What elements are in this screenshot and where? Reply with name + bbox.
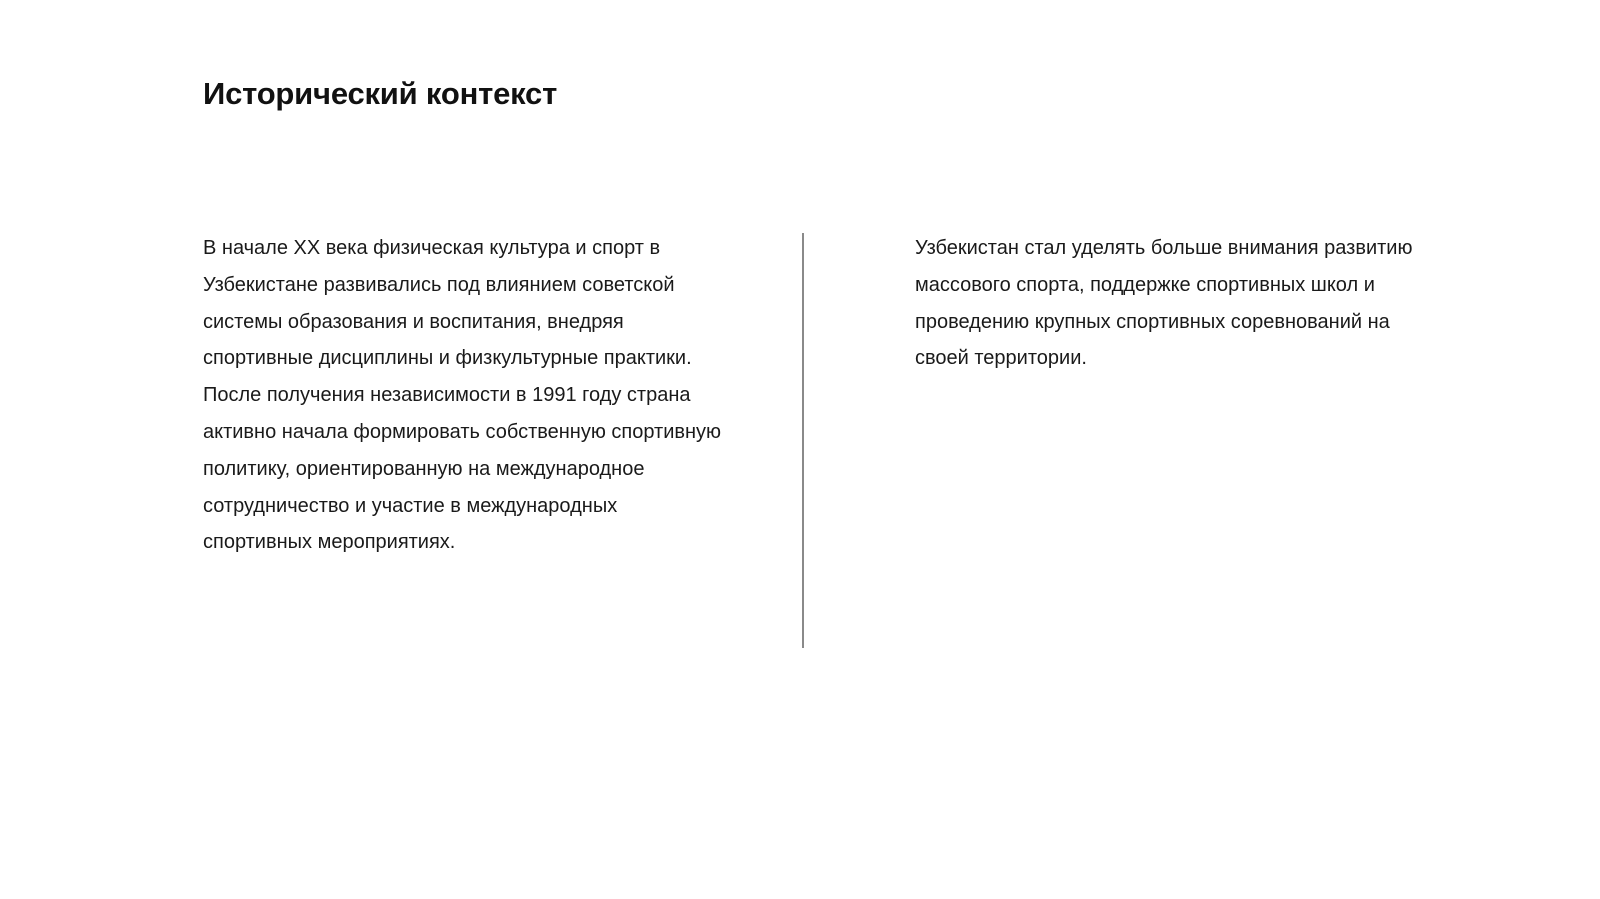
left-column-text: В начале XX века физическая культура и спорт в Узбекистане развивались под влиянием советской системы образования и воспитания, внедряя спортивные дисциплины и физкультурные практики. После получения независимости в 1991 году страна активно начала формировать собственную спортивную политику, ориентированную на международное сотрудничество и участие в международных спортивных мероприятиях. [203, 237, 722, 554]
column-divider [802, 233, 804, 648]
right-column-text: Узбекистан стал уделять больше внимания развитию массового спорта, поддержке спортивных школ и проведению крупных спортивных соревнований на своей территории. [915, 237, 1413, 370]
slide-title: Исторический контекст [203, 76, 558, 111]
